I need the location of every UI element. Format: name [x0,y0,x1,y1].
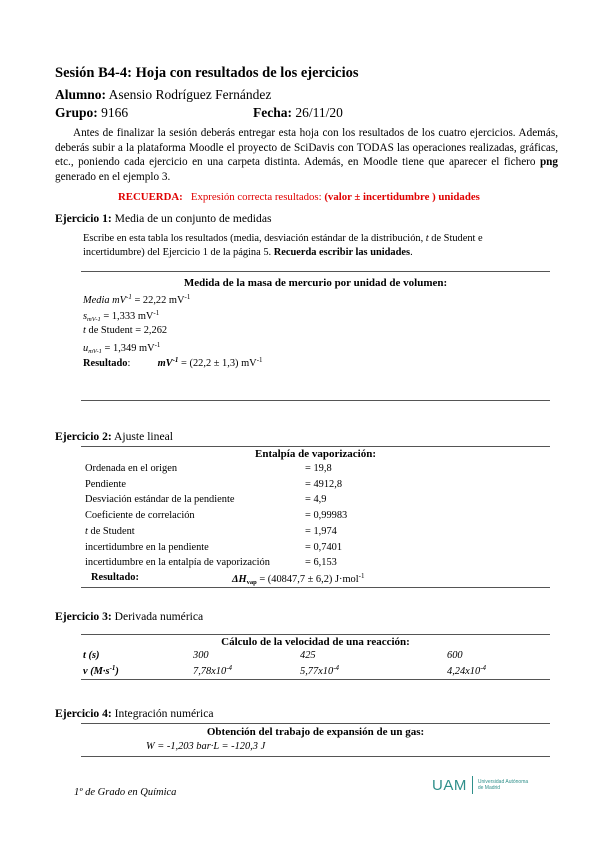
u-exp: -1 [154,341,161,349]
ex1-t-row [83,325,167,336]
ex1-desc-1: Escribe en esta tabla los resultados (media, desviación estándar de la distribución, [83,233,426,244]
ex4-heading-text: Integración numérica [114,707,214,720]
u-label: u [83,343,89,354]
ex2-table-top-rule [81,446,550,447]
footer-course: 1º de Grado en Química [74,787,177,798]
recuerda-text: Expresión correcta resultados: [190,191,322,203]
ex2-table-bottom-rule [81,587,550,588]
ex2-result-value: = (40847,7 ± 6,2) J·mol [259,574,359,585]
ex1-result-label: Resultado [83,358,128,369]
ex3-v-value [447,664,486,677]
ex1-description [83,232,523,259]
ex4-table-top-rule [81,723,550,724]
ex3-v-label-close: ) [115,666,119,677]
fecha-label: Fecha: [253,105,292,120]
ex4-table-title: Obtención del trabajo de expansión de un gas: [206,726,425,738]
intro-text-end: generado en el ejemplo 3. [55,170,171,183]
grupo-value: 9166 [101,105,129,120]
ex2-heading [55,430,173,443]
ex4-heading [55,707,214,720]
ex2-row-label: incertidumbre en la entalpía de vaporización [85,557,270,568]
ex1-result-colon: : [127,358,131,369]
ex2-row-value: = 1,974 [305,526,337,537]
ex2-row-label-t: t [85,526,88,537]
ex3-heading-label: Ejercicio 3: [55,610,112,623]
ex3-v-label [83,664,119,677]
ex2-result [232,572,365,586]
ex1-table-title: Medida de la masa de mercurio por unidad de volumen: [183,277,448,289]
ex2-row-value: = 4912,8 [305,479,343,490]
ex2-row-label: incertidumbre en la pendiente [85,542,209,553]
ex2-row [85,542,209,553]
ex3-v-exp: -4 [333,664,340,672]
ex1-table-top-rule [81,271,550,272]
ex3-v-label-exp: -1 [109,664,116,672]
ex1-desc-bold: Recuerda escribir las unidades [273,246,411,258]
ex3-v-value [300,664,339,677]
t-value: de Student = 2,262 [88,325,168,336]
u-value: = 1,349 mV [104,343,155,354]
uam-logo-caption [478,779,528,791]
ex3-v-mantissa: 5,77x10 [300,666,334,677]
ex1-result-mv: mV [157,358,173,369]
media-value: = 22,22 mV [134,295,185,306]
ex3-v-value [193,664,232,677]
ex2-row [85,463,177,474]
ex1-desc-t: t [425,233,429,244]
grupo-line [55,105,128,121]
uam-logo-text: UAM [432,776,467,794]
ex4-heading-label: Ejercicio 4: [55,707,112,720]
media-label: Media [83,295,110,306]
ex1-heading-label: Ejercicio 1: [55,212,112,225]
ex1-desc-2: de Student e incertidumbre) del Ejercicio 1 de la página 5. [83,233,483,258]
ex2-result-label [91,572,139,583]
alumno-label: Alumno: [55,87,107,102]
grupo-label: Grupo: [55,105,98,120]
recuerda-label: RECUERDA: [118,191,183,203]
ex3-v-exp: -4 [226,664,233,672]
ex4-table-bottom-rule [81,756,550,757]
s-value: = 1,333 mV [103,311,154,322]
delta-h-symbol: ΔH [232,574,247,585]
recuerda-bold: (valor ± incertidumbre ) unidades [324,191,480,203]
uam-logo [432,776,528,794]
ex2-heading-label: Ejercicio 2: [55,430,112,443]
uam-logo-line1: Universidad Autónoma [477,779,529,785]
page-title: Sesión B4-4: Hoja con resultados de los ejercicios [55,65,359,81]
media-value-exp: -1 [184,293,191,301]
ex2-heading-text: Ajuste lineal [114,430,173,443]
ex2-row-value: = 4,9 [305,494,327,505]
ex2-row-value: = 0,7401 [305,542,343,553]
ex3-t-value: 600 [447,650,463,661]
ex2-row-value: = 19,8 [305,463,332,474]
ex2-row [85,526,135,537]
ex1-result-exp: -1 [256,356,263,364]
alumno-line [55,87,271,103]
u-sub: mV-1 [88,348,102,355]
ex1-desc-3: . [410,246,413,258]
ex1-result-mv-exp: -1 [172,356,179,364]
alumno-value: Asensio Rodríguez Fernández [108,87,272,102]
uam-logo-divider [472,776,473,794]
ex1-table-bottom-rule [81,400,550,401]
ex3-t-label: t (s) [83,650,100,661]
ex3-heading-text: Derivada numérica [114,610,204,623]
ex3-t-value: 425 [300,650,316,661]
ex1-u-row [83,341,160,355]
ex3-v-exp: -4 [480,664,487,672]
ex1-media-row [83,293,190,306]
fecha-value: 26/11/20 [295,105,343,120]
recuerda-note [118,191,480,203]
ex2-row-value: = 0,99983 [305,510,348,521]
ex4-result: W = -1,203 bar·L = -120,3 J [146,741,266,752]
s-label: s [83,311,88,322]
ex2-table-title: Entalpía de vaporización: [254,448,376,460]
intro-text: Antes de finalizar la sesión deberás entregar esta hoja con los resultados de los cuatro ejercicios. Además, deberás subir a la plataforma Moodle el proyecto de SciDavis con TODAS las operaciones realizadas, gráficas, etc., poniendo cada ejercicio en una carpeta distinta. Además, en Moodle tiene que aparecer el fichero [55,127,558,169]
ex3-t-value: 300 [193,650,209,661]
ex2-row-label: Ordenada en el origen [85,463,178,474]
ex1-heading [55,212,271,225]
media-mv: mV [112,295,127,306]
intro-bold: png [539,156,558,169]
ex3-v-label-text: v (M·s [83,666,110,677]
ex3-table-title: Cálculo de la velocidad de una reacción: [221,636,410,648]
ex2-row [85,510,195,521]
vap-sub: vap [246,579,257,586]
t-label: t [83,325,86,336]
ex2-row-label: Desviación estándar de la pendiente [85,494,235,505]
intro-paragraph [55,126,558,184]
ex2-row [85,494,234,505]
uam-logo-line2: de Madrid [477,785,501,791]
ex2-row [85,557,270,568]
ex2-result-exp: -1 [358,572,365,580]
ex1-result-row [83,356,263,369]
s-sub: mV-1 [87,316,101,323]
ex1-s-row [83,309,159,323]
ex2-row-label: Coeficiente de correlación [85,510,195,521]
ex2-row [85,479,126,490]
fecha-line [253,105,343,121]
ex2-row-value: = 6,153 [305,557,337,568]
ex1-result-value: = (22,2 ± 1,3) mV [181,358,257,369]
s-exp: -1 [153,309,160,317]
ex2-row-label: de Student [90,526,135,537]
ex2-result-label-text: Resultado: [91,572,139,583]
ex1-heading-text: Media de un conjunto de medidas [114,212,272,225]
ex3-table-top-rule [81,634,550,635]
ex3-heading [55,610,203,623]
ex3-table-bottom-rule [81,679,550,680]
ex3-v-mantissa: 7,78x10 [193,666,227,677]
ex3-v-mantissa: 4,24x10 [447,666,481,677]
media-exp: -1 [126,293,132,301]
ex2-row-label: Pendiente [85,479,126,490]
